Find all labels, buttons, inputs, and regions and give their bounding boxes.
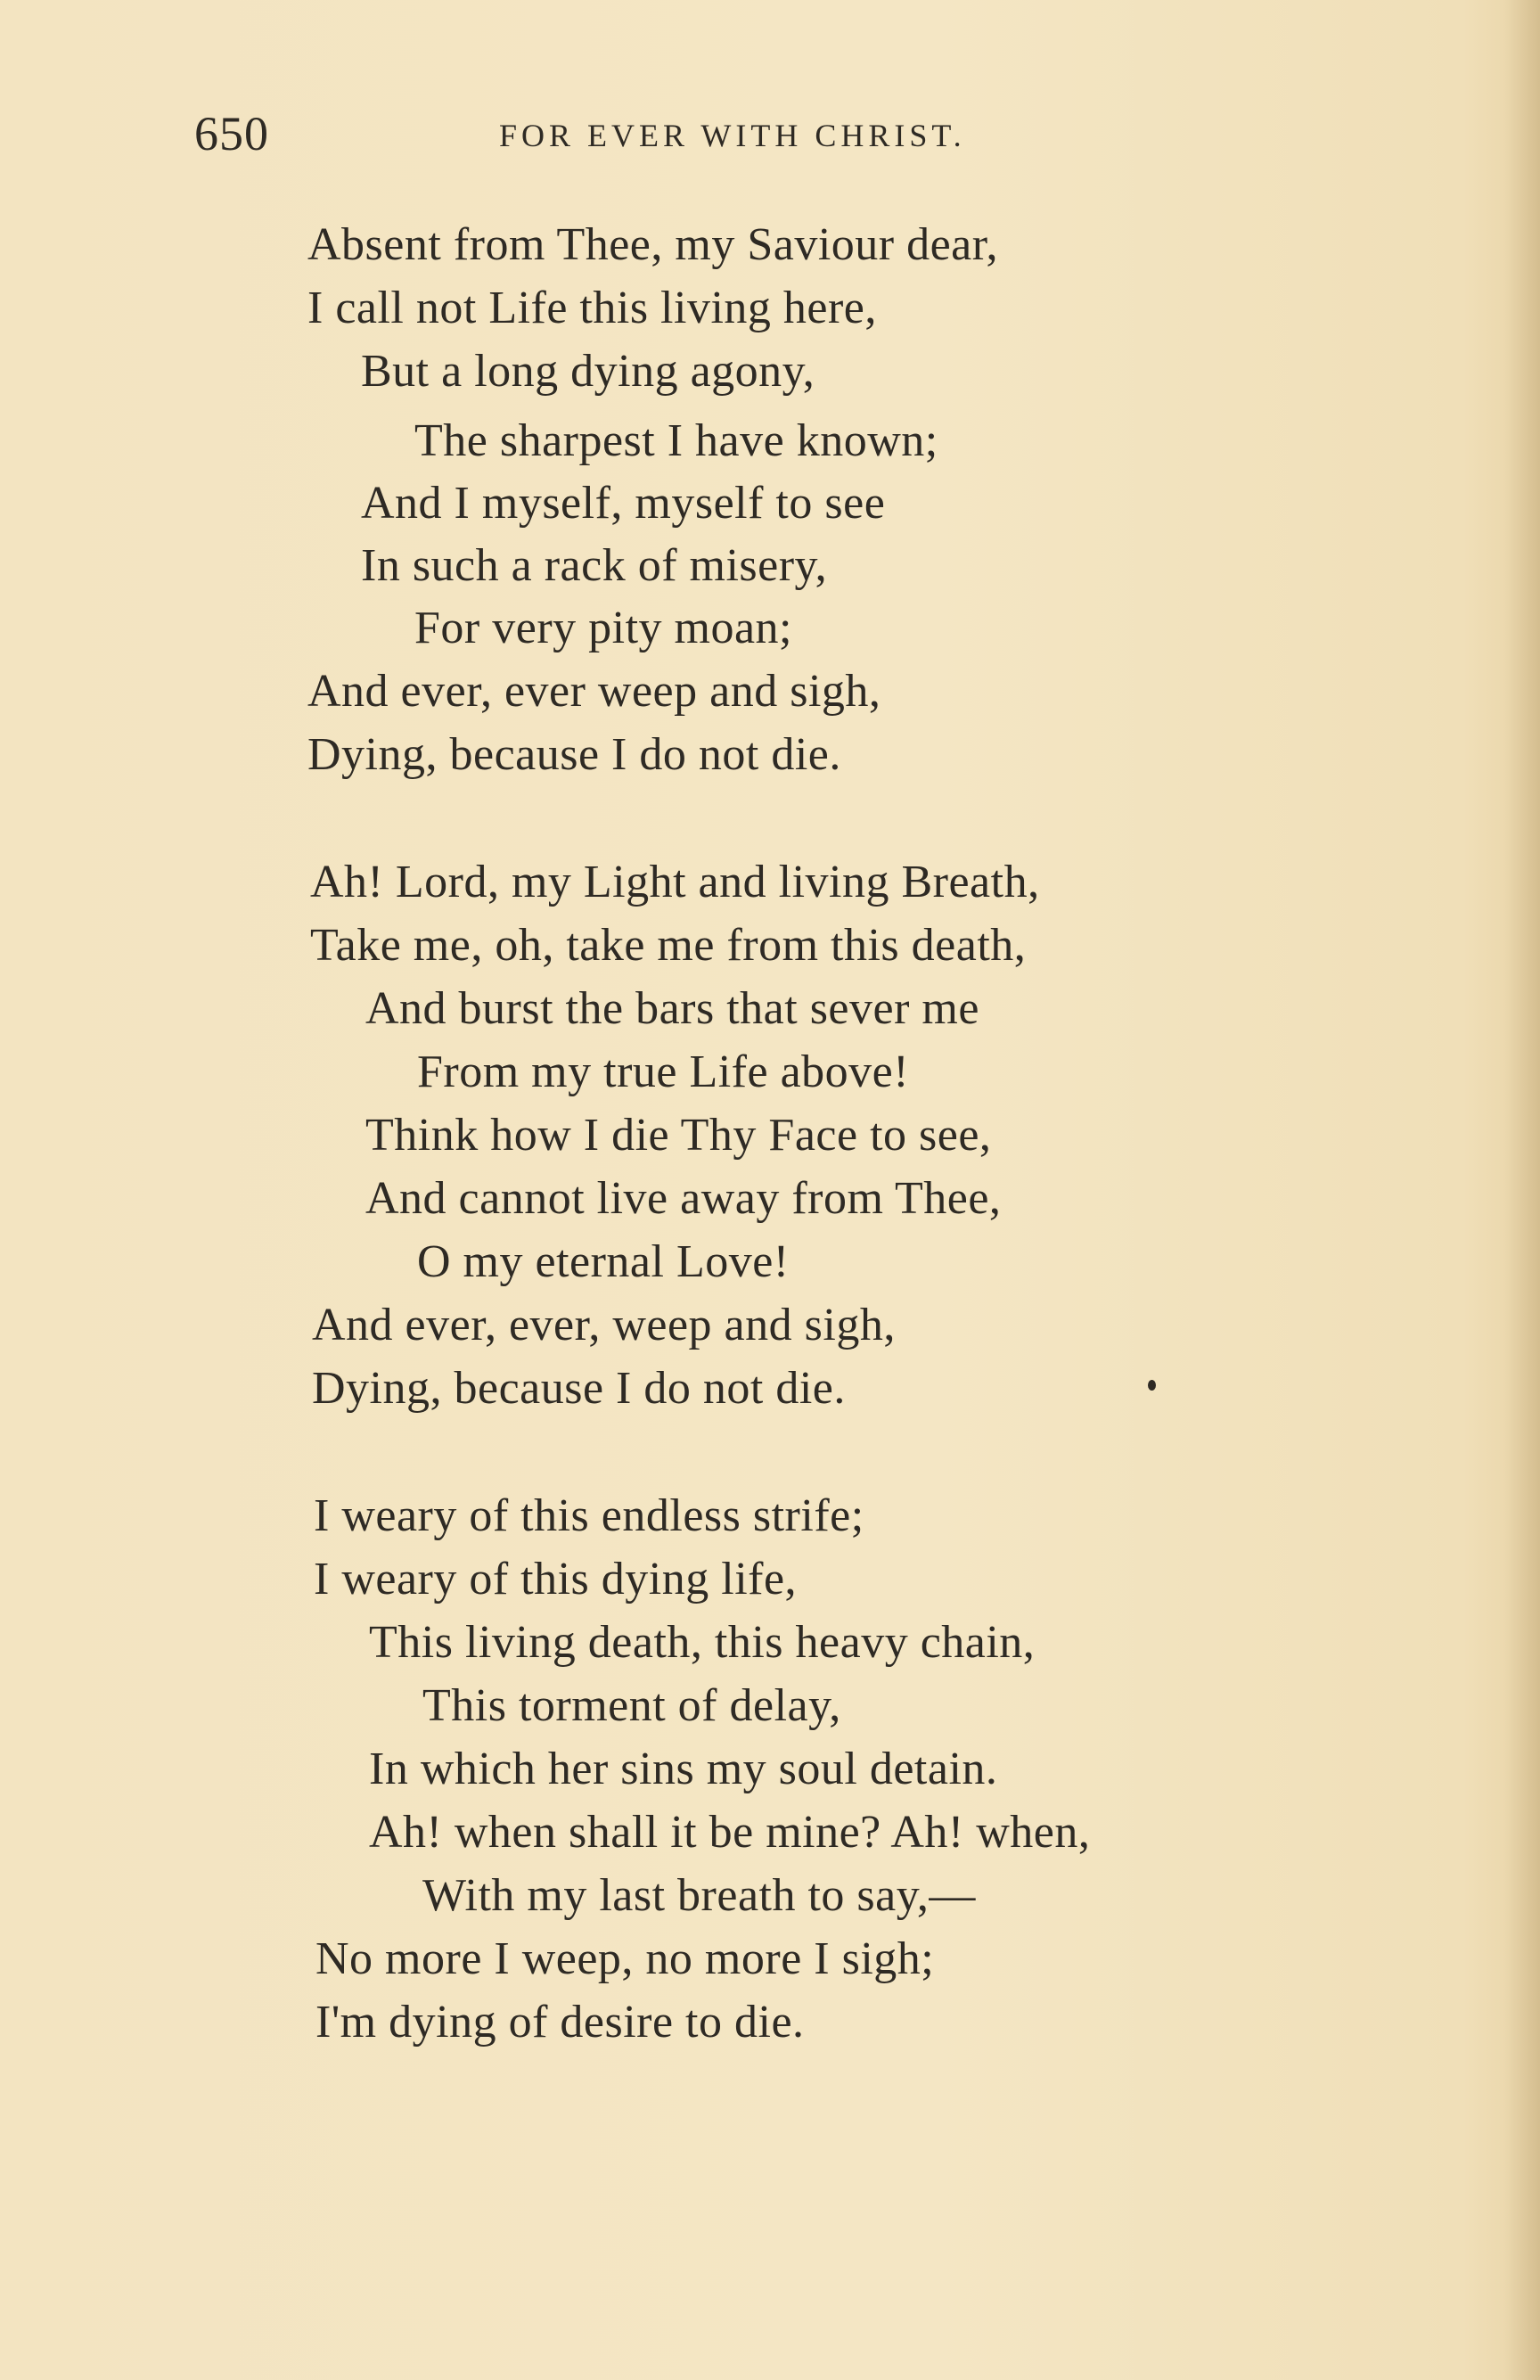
poem-line: O my eternal Love! [417, 1236, 790, 1287]
poem-line: No more I weep, no more I sigh; [315, 1933, 935, 1984]
poem-line: Dying, because I do not die. [307, 729, 841, 780]
poem-line: In which her sins my soul detain. [369, 1744, 998, 1794]
page-number: 650 [194, 107, 269, 160]
poem-line: This torment of delay, [422, 1680, 841, 1731]
poem-line: Take me, oh, take me from this death, [310, 920, 1027, 971]
poem-line: I weary of this endless strife; [314, 1490, 864, 1541]
poem-line: And cannot live away from Thee, [365, 1173, 1002, 1224]
poem-line: With my last breath to say,— [422, 1870, 976, 1921]
poem-line: I call not Life this living here, [307, 283, 877, 333]
poem-line: Ah! Lord, my Light and living Breath, [310, 857, 1040, 907]
page-edge-shadow [1504, 0, 1540, 2380]
poem-line: Dying, because I do not die. [312, 1363, 846, 1414]
poem-line: And ever, ever weep and sigh, [307, 666, 881, 717]
poem-line: The sharpest I have known; [414, 415, 938, 466]
poem-line: Think how I die Thy Face to see, [365, 1110, 992, 1161]
poem-line: And ever, ever, weep and sigh, [312, 1300, 896, 1350]
poem-line: And I myself, myself to see [361, 478, 886, 529]
poem-line: This living death, this heavy chain, [369, 1617, 1036, 1668]
running-title: FOR EVER WITH CHRIST. [499, 118, 966, 153]
poem-line: And burst the bars that sever me [365, 983, 979, 1034]
poem-line: But a long dying agony, [361, 346, 815, 397]
poem-line: For very pity moan; [414, 603, 793, 653]
poem-line: I'm dying of desire to die. [315, 1997, 805, 2048]
poem-line: From my true Life above! [417, 1046, 910, 1097]
poem-line: Absent from Thee, my Saviour dear, [307, 219, 998, 270]
poem-line: In such a rack of misery, [361, 540, 828, 591]
poem-line: I weary of this dying life, [314, 1554, 798, 1604]
ink-speck [1148, 1380, 1156, 1391]
poem-line: Ah! when shall it be mine? Ah! when, [369, 1807, 1091, 1858]
